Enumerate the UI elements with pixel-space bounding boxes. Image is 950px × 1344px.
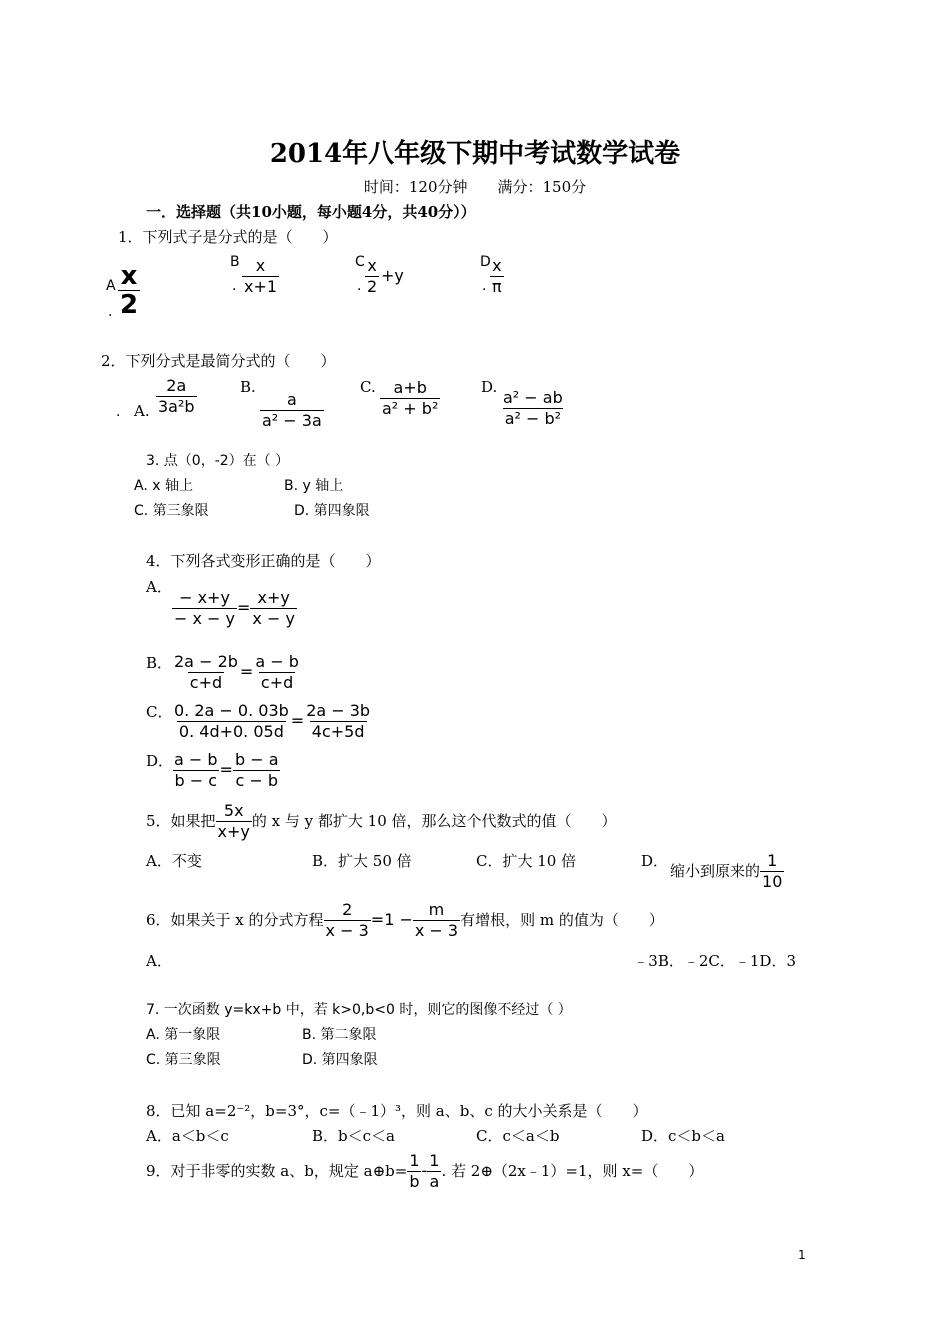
q5-option-c: C．扩大 10 倍 [476, 852, 577, 870]
q8-option-a: A．a＜b＜c [146, 1127, 229, 1145]
section-heading: 一．选择题（共10小题，每小题4分，共40分）） [146, 203, 476, 221]
q4-option-a-label: A． [146, 578, 172, 596]
q5-stem: 5．如果把 $\frac{5x}{x+y}$ 的 x 与 y 都扩大 10 倍，那么这个代数式的值（ ） [146, 801, 617, 841]
page-number: 1 [798, 1248, 806, 1262]
q4-option-b-label: B． [146, 654, 173, 672]
q3-option-a: A. x 轴上 [134, 478, 193, 494]
q4-option-a: $\frac{- x+y}{- x - y}$ = $\frac{x+y}{x - y}$ [174, 588, 295, 628]
q4-option-c-label: C． [146, 703, 173, 721]
q3-option-b: B. y 轴上 [284, 478, 344, 494]
q3-stem: 3. 点（0，-2）在（ ） [146, 453, 290, 469]
q9-stem: 9．对于非零的实数 a、b，规定 a⊕b= $\frac{1}{b}$ - $\frac{1}{a}$ . 若 2⊕（2x﹣1）=1，则 x=（ ） [146, 1151, 704, 1191]
q1-stem: 1．下列式子是分式的是（ ） [118, 228, 338, 246]
q7-option-b: B. 第二象限 [302, 1027, 377, 1043]
q7-stem: 7. 一次函数 y=kx+b 中，若 k>0,b<0 时，则它的图像不经过（ ） [146, 1002, 572, 1018]
q4-stem: 4．下列各式变形正确的是（ ） [146, 552, 381, 570]
q7-option-d: D. 第四象限 [302, 1052, 378, 1068]
q6-option-a-label: A． [146, 952, 172, 970]
q3-option-d: D. 第四象限 [294, 503, 370, 519]
q8-option-c: C．c＜a＜b [476, 1127, 560, 1145]
exam-info: 时间：120分钟 满分：150分 [363, 178, 587, 196]
q8-option-d: D．c＜b＜a [641, 1127, 725, 1145]
q6-options: ﹣3B．﹣2C．﹣1D．3 [633, 952, 796, 970]
q5-option-d: 缩小到原来的 $\frac{1}{10}$ [670, 851, 783, 891]
q8-stem: 8．已知 a=2⁻²，b=3°，c=（﹣1）³，则 a、b、c 的大小关系是（ ） [146, 1102, 648, 1120]
page-title: 2014年八年级下期中考试数学试卷 [269, 139, 681, 169]
q3-option-c: C. 第三象限 [134, 503, 209, 519]
q4-option-c: $\frac{0. 2a - 0. 03b}{0. 4d+0. 05d}$ = $\frac{2a - 3b}{4c+5d}$ [174, 701, 371, 741]
q7-option-c: C. 第三象限 [146, 1052, 221, 1068]
q7-option-a: A. 第一象限 [146, 1027, 221, 1043]
q6-stem: 6．如果关于 x 的分式方程 $\frac{2}{x - 3}$ =1 − $\frac{m}{x - 3}$ 有增根，则 m 的值为（ ） [146, 900, 664, 940]
q8-option-b: B．b＜c＜a [312, 1127, 395, 1145]
q5-option-b: B．扩大 50 倍 [312, 852, 412, 870]
q5-option-a: A．不变 [146, 852, 202, 870]
q4-option-b: $\frac{2a - 2b}{c+d}$ = $\frac{a - b}{c+d}$ [174, 652, 299, 692]
q4-option-d-label: D． [146, 752, 174, 770]
q2-stem: 2．下列分式是最简分式的（ ） [101, 352, 336, 370]
q4-option-d: $\frac{a - b}{b - c}$ = $\frac{b - a}{c - b}$ [174, 750, 279, 790]
q5-option-d-label: D． [641, 852, 669, 870]
